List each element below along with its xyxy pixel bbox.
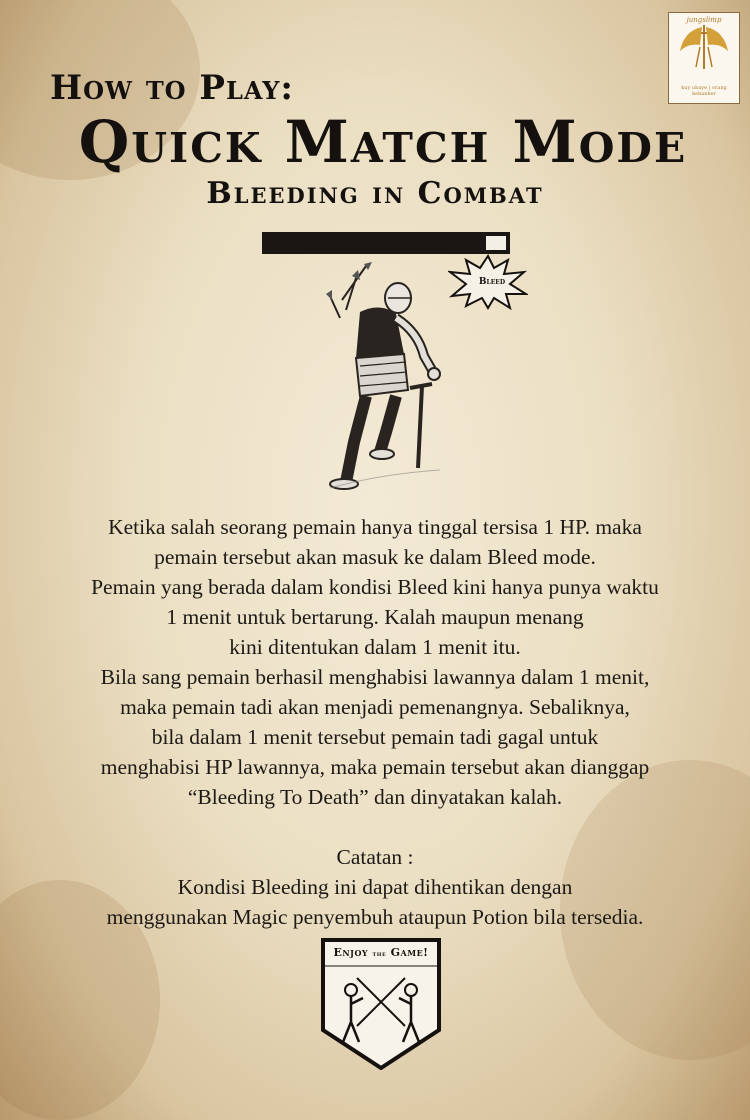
rules-line: Pemain yang berada dalam kondisi Bleed kini hanya punya waktu (91, 575, 659, 599)
title-how-to-play: How to Play: (50, 68, 294, 108)
note-line: Kondisi Bleeding ini dapat dihentikan dengan (177, 875, 573, 899)
rules-line: maka pemain tadi akan menjadi pemenangnya. Sebaliknya, (120, 695, 630, 719)
bleed-label: Bleed (478, 277, 506, 287)
shield-caption (326, 946, 436, 959)
rules-line: kini ditentukan dalam 1 menit itu. (229, 635, 521, 659)
rules-line: 1 menit untuk bertarung. Kalah maupun menang (166, 605, 584, 629)
page-title: Quick Match Mode (78, 108, 688, 176)
note-title: Catatan : (336, 845, 414, 869)
hp-bar-remaining (486, 236, 506, 250)
shield-text-enjoy: Enjoy (333, 946, 369, 959)
rules-line: pemain tersebut akan masuk ke dalam Bleed mode. (154, 545, 596, 569)
shield-text-game: Game! (390, 946, 429, 959)
rules-line: Ketika salah seorang pemain hanya tinggal tersisa 1 HP. maka (108, 515, 642, 539)
rules-text (30, 512, 720, 932)
hp-bar (262, 232, 510, 254)
wounded-knight-illustration (300, 262, 450, 498)
rules-line: “Bleeding To Death” dan dinyatakan kalah. (187, 785, 563, 809)
logo-name: jungslimp (686, 16, 722, 24)
rules-line: bila dalam 1 menit tersebut pemain tadi gagal untuk (151, 725, 599, 749)
brand-logo (668, 12, 740, 104)
note-line: menggunakan Magic penyembuh ataupun Potion bila tersedia. (106, 905, 644, 929)
shield-text-the: the (372, 949, 387, 958)
rules-line: Bila sang pemain berhasil menghabisi lawannya dalam 1 menit, (100, 665, 650, 689)
winged-sword-icon (674, 17, 734, 79)
page-subtitle: Bleeding in Combat (206, 176, 544, 211)
rules-line: menghabisi HP lawannya, maka pemain tersebut akan dianggap (100, 755, 650, 779)
logo-tagline: kuy ubaye | orang kebanker (681, 85, 727, 97)
